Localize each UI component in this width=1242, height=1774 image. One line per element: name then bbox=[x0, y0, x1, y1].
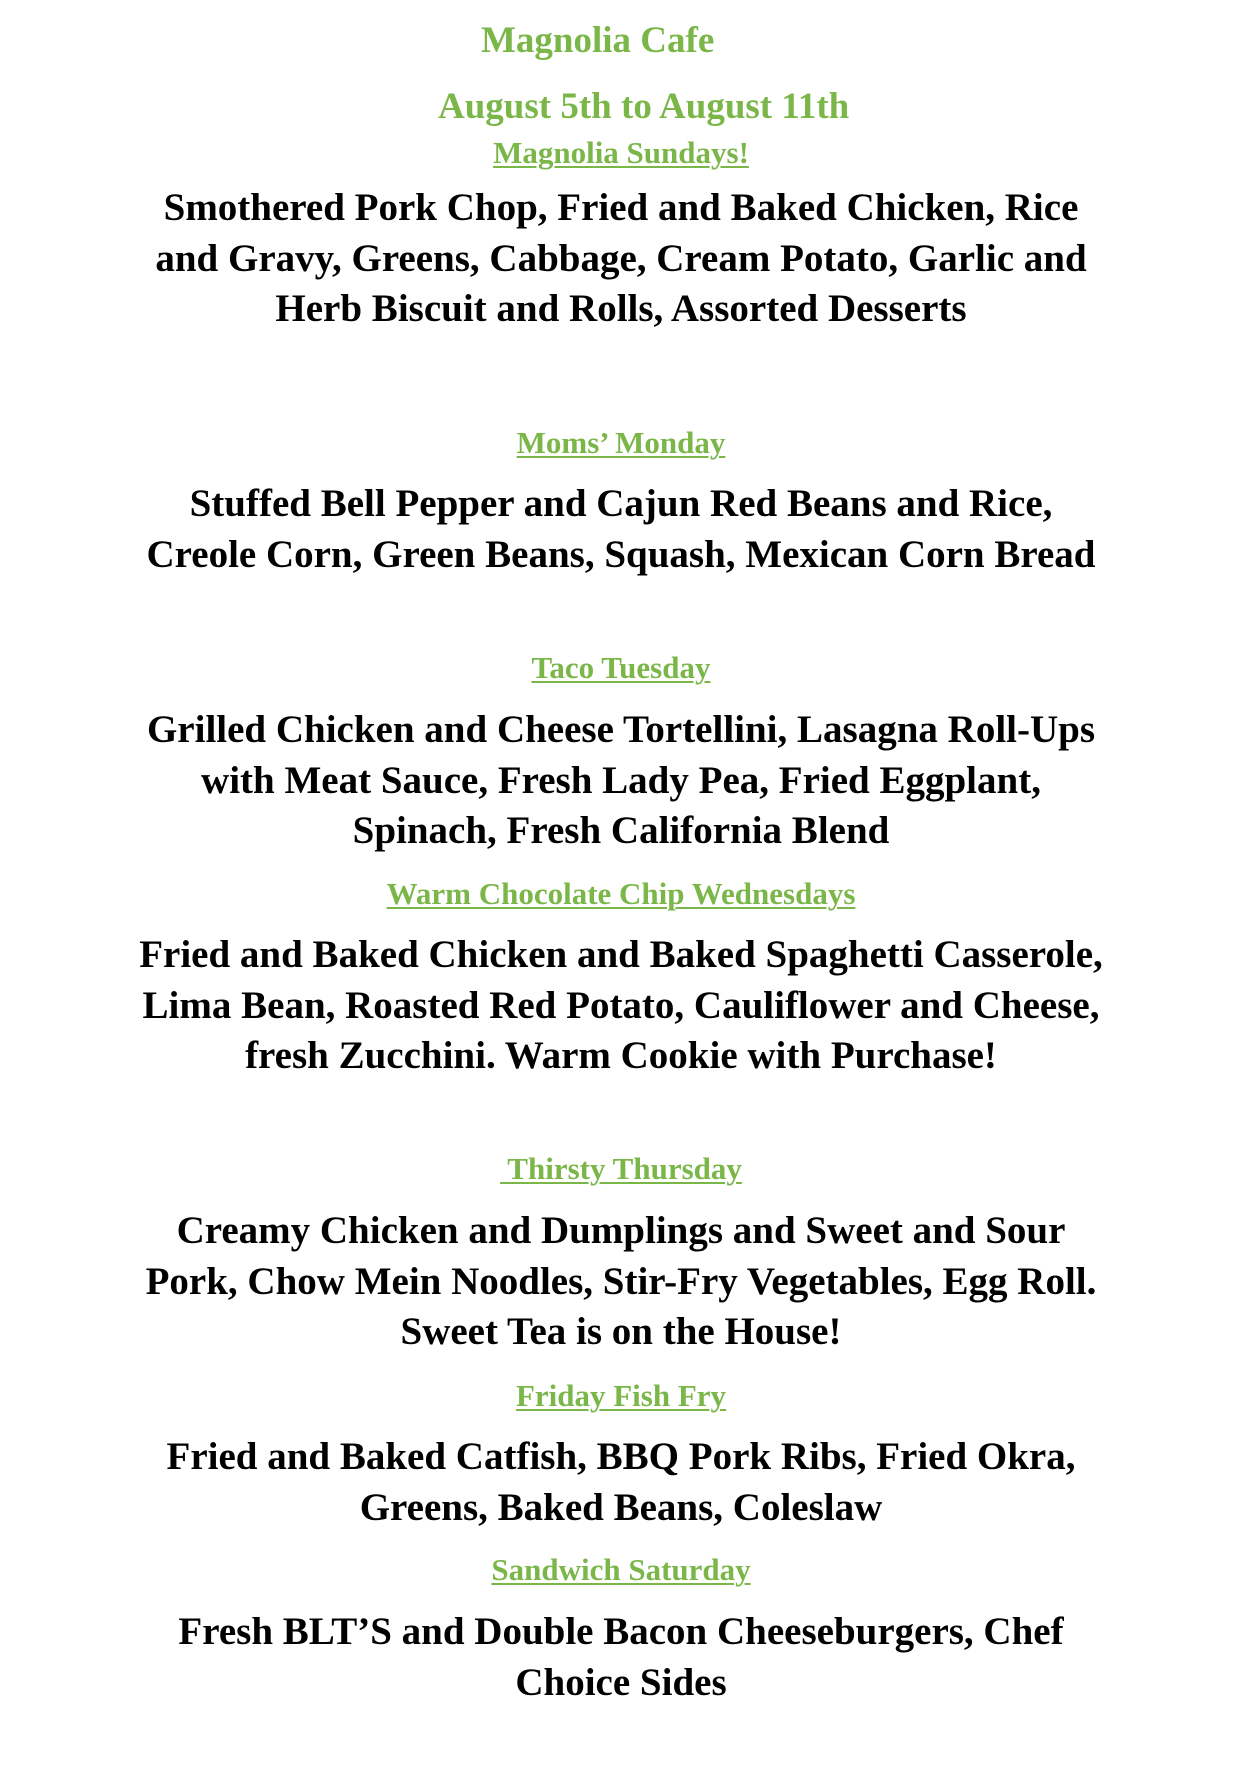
dishes-monday: Stuffed Bell Pepper and Cajun Red Beans and Rice, Creole Corn, Green Beans, Squash, Mexican Corn Bread bbox=[146, 482, 1096, 576]
day-heading-monday: Moms’ Monday bbox=[516, 425, 726, 460]
menu-date-range: August 5th to August 11th bbox=[438, 86, 850, 127]
dishes-friday: Fried and Baked Catfish, BBQ Pork Ribs, Fried Okra, Greens, Baked Beans, Coleslaw bbox=[166, 1435, 1076, 1529]
dishes-sunday: Smothered Pork Chop, Fried and Baked Chicken, Rice and Gravy, Greens, Cabbage, Cream Potato, Garlic and Herb Biscuit and Rolls, Assorted Desserts bbox=[155, 186, 1087, 330]
dishes-saturday: Fresh BLT’S and Double Bacon Cheeseburgers, Chef Choice Sides bbox=[178, 1610, 1064, 1704]
dishes-tuesday: Grilled Chicken and Cheese Tortellini, Lasagna Roll-Ups with Meat Sauce, Fresh Lady Pea, Fried Eggplant, Spinach, Fresh California Blend bbox=[146, 708, 1096, 852]
day-heading-tuesday: Taco Tuesday bbox=[531, 650, 711, 685]
day-heading-wednesday: Warm Chocolate Chip Wednesdays bbox=[386, 876, 856, 911]
dishes-thursday: Creamy Chicken and Dumplings and Sweet and Sour Pork, Chow Mein Noodles, Stir-Fry Vegetables, Egg Roll. Sweet Tea is on the House! bbox=[145, 1209, 1097, 1353]
day-heading-thursday: Thirsty Thursday bbox=[500, 1151, 742, 1186]
day-heading-sunday: Magnolia Sundays! bbox=[493, 135, 749, 170]
dishes-wednesday: Fried and Baked Chicken and Baked Spaghetti Casserole, Lima Bean, Roasted Red Potato, Cauliflower and Cheese, fresh Zucchini. Warm Cookie with Purchase! bbox=[139, 933, 1103, 1077]
day-heading-saturday: Sandwich Saturday bbox=[491, 1552, 751, 1587]
day-heading-friday: Friday Fish Fry bbox=[515, 1378, 727, 1413]
cafe-name: Magnolia Cafe bbox=[481, 20, 715, 61]
